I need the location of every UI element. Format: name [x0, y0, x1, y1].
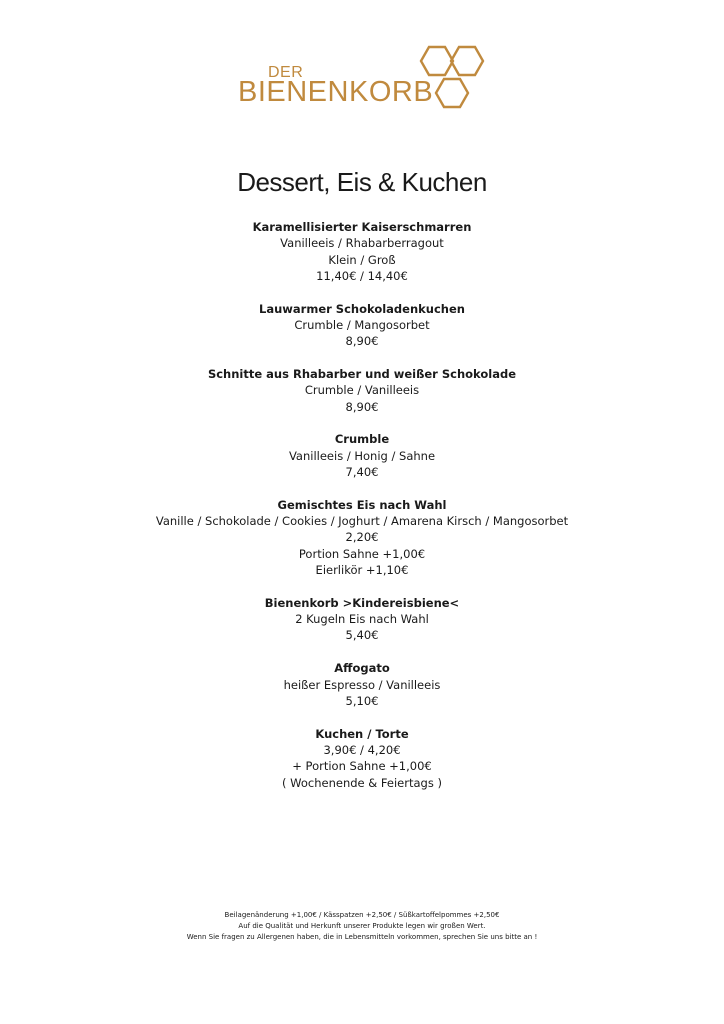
menu-item-detail: Crumble / Mangosorbet [294, 317, 430, 332]
menu-item-name: Gemischtes Eis nach Wahl [277, 497, 447, 512]
footer-line: Beilagenänderung +1,00€ / Kässpatzen +2,50€ / Süßkartoffelpommes +2,50€ [224, 911, 500, 919]
menu-item [0, 301, 724, 350]
logo-der-text: DER [268, 64, 304, 81]
menu-item-detail: 2 Kugeln Eis nach Wahl [295, 612, 429, 627]
menu-item-detail: 11,40€ / 14,40€ [316, 268, 408, 283]
restaurant-logo [236, 44, 496, 114]
menu-item-name: Schnitte aus Rhabarber und weißer Schokolade [207, 367, 517, 382]
menu-item-detail: Vanilleeis / Rhabarberragout [280, 236, 444, 251]
menu-item [0, 726, 724, 791]
menu-item [0, 660, 724, 709]
menu-item-detail: Vanilleeis / Honig / Sahne [288, 448, 436, 463]
menu-item [0, 497, 724, 578]
menu-item-detail: 2,20€ [345, 530, 379, 545]
menu-item-detail: 5,10€ [345, 693, 379, 708]
menu-item-name: Lauwarmer Schokoladenkuchen [259, 301, 465, 316]
menu-item-detail: ( Wochenende & Feiertags ) [282, 775, 442, 790]
menu-item-detail: Crumble / Vanilleeis [304, 383, 420, 398]
menu-item-name: Kuchen / Torte [315, 726, 409, 741]
menu-item-name: Affogato [334, 661, 390, 676]
menu-item [0, 431, 724, 480]
menu-item-detail: 3,90€ / 4,20€ [323, 742, 401, 757]
menu-item [0, 595, 724, 644]
footer-line: Wenn Sie fragen zu Allergenen haben, die in Lebensmitteln vorkommen, sprechen Sie uns bitte an ! [186, 933, 538, 942]
menu-item-detail: 8,90€ [345, 399, 379, 414]
menu-item-name: Bienenkorb >Kindereisbiene< [264, 595, 460, 610]
footer-notes [0, 910, 724, 944]
logo-name-text: BIENENKORB [238, 76, 434, 108]
footer-line: Auf die Qualität und Herkunft unserer Produkte legen wir großen Wert. [238, 922, 486, 931]
menu-item-detail: Portion Sahne +1,00€ [298, 546, 426, 561]
menu-item-detail: 7,40€ [345, 465, 379, 480]
menu-item-detail: Eierlikör +1,10€ [315, 563, 409, 578]
menu-item-detail: Klein / Groß [328, 252, 396, 267]
menu-item-detail: 5,40€ [345, 628, 379, 643]
menu-item-detail: heißer Espresso / Vanilleeis [283, 677, 441, 692]
honeycomb-icon [412, 44, 490, 114]
menu-item-name: Crumble [334, 432, 390, 447]
menu-item [0, 219, 724, 284]
menu-item-detail: 8,90€ [345, 334, 379, 349]
menu-item-detail: + Portion Sahne +1,00€ [292, 759, 432, 774]
menu-item [0, 366, 724, 415]
dessert-menu [0, 219, 724, 807]
page-title: Dessert, Eis & Kuchen [237, 167, 487, 197]
menu-item-detail: Vanille / Schokolade / Cookies / Joghurt / Amarena Kirsch / Mangosorbet [155, 514, 569, 529]
menu-item-name: Karamellisierter Kaiserschmarren [252, 220, 472, 234]
